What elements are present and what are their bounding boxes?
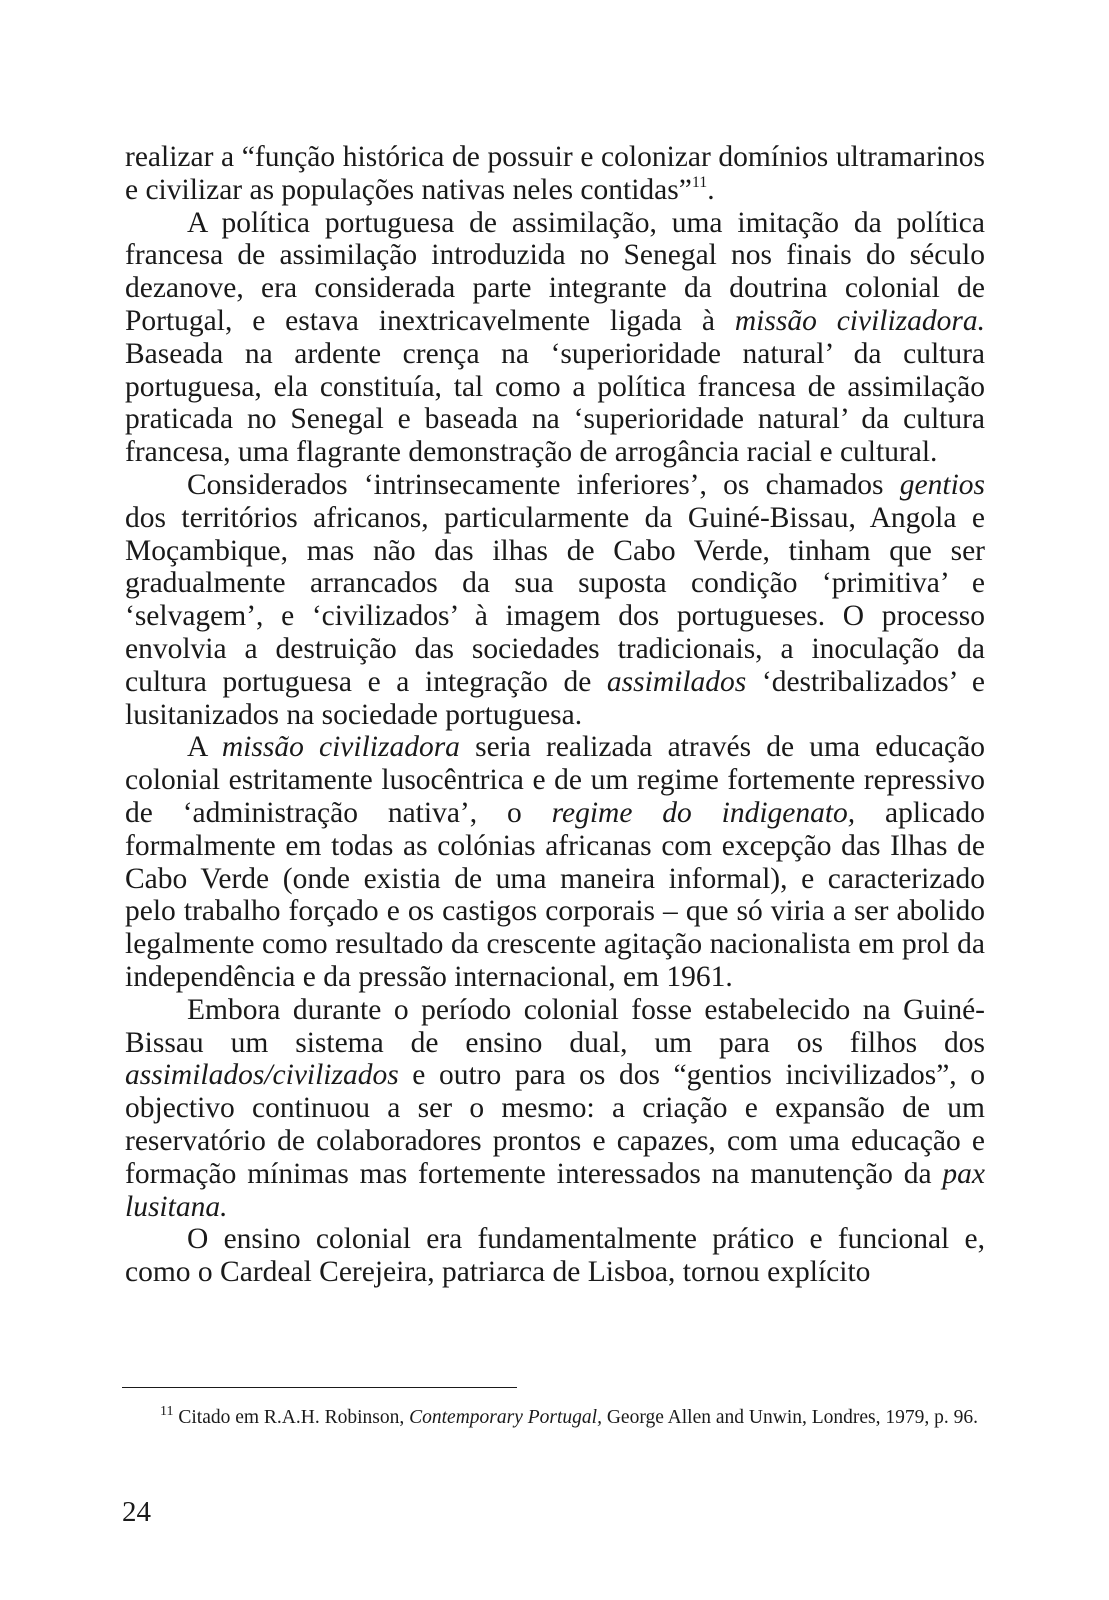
footnote-italic-title: Contemporary Portugal, <box>409 1407 602 1428</box>
paragraph-2 <box>125 207 985 469</box>
paragraph-3 <box>125 469 985 731</box>
footnote-number: 11 <box>160 1404 174 1419</box>
paragraph-4-a: A <box>187 731 222 764</box>
paragraph-6-text: O ensino colonial era fundamentalmente prático e funcional e, como o Cardeal Cerejeira, patriarca de Lisboa, tornou explícito <box>125 1223 985 1289</box>
paragraph-4-italic-1: missão civilizadora <box>221 731 460 764</box>
paragraph-1-end: . <box>707 173 715 206</box>
paragraph-3-italic-2: assimilados <box>606 665 747 698</box>
footnote <box>122 1404 984 1431</box>
paragraph-2-c: Baseada na ardente crença na ‘superioridade natural’ da cultura portuguesa, ela constituía, tal como a política francesa de assimilação praticada no Senegal e baseada na ‘superioridade natural’ da cultura francesa, uma flagrante demonstração de arrogância racial e cultural. <box>125 337 985 469</box>
footnote-divider <box>122 1387 517 1388</box>
page-number: 24 <box>122 1496 151 1528</box>
paragraph-3-a: Considerados ‘intrinsecamente inferiores’, os chamados <box>187 468 900 501</box>
body-text <box>125 141 985 1289</box>
paragraph-4-c: seria realizada através de uma educação colonial estritamente lusocêntrica e de um regime fortemente repressivo de ‘administração nativa’, o <box>125 731 985 829</box>
paragraph-6 <box>125 1223 985 1289</box>
paragraph-4 <box>125 731 985 993</box>
paragraph-3-e: ‘destribalizados’ e lusitanizados na sociedade portuguesa. <box>125 665 985 731</box>
footnote-text-c: George Allen and Unwin, Londres, 1979, p. 96. <box>601 1407 979 1428</box>
footnote-text-a: Citado em R.A.H. Robinson, <box>173 1407 410 1428</box>
paragraph-3-italic-1: gentios <box>899 468 985 501</box>
paragraph-2-a: A política portuguesa de assimilação, uma imitação da política francesa de assimilação introduzida no Senegal nos finais do século dezanove, era considerada parte integrante da doutrina colonial de Portugal, e estava inextricavelmente ligada à <box>125 206 985 337</box>
paragraph-4-e: aplicado formalmente em todas as colónias africanas com excepção das Ilhas de Cabo Verde (onde existia de uma maneira informal), e caracterizado pelo trabalho forçado e os castigos corporais – que só viria a ser abolido legalmente como resultado da crescente agitação nacionalista em prol da independência e da pressão internacional, em 1961. <box>125 796 985 993</box>
paragraph-1-text: realizar a “função histórica de possuir e colonizar domínios ultramarinos e civilizar as populações nativas neles contidas” <box>125 141 985 206</box>
footnote-reference: 11 <box>691 173 708 191</box>
paragraph-5-c: e outro para os dos “gentios incivilizados”, o objectivo continuou a ser o mesmo: a criação e expansão de um reservatório de colaboradores prontos e capazes, com uma educação e formação mínimas mas fortemente interessados na manutenção da <box>125 1059 985 1190</box>
paragraph-4-italic-2: regime do indigenato, <box>551 796 856 829</box>
paragraph-2-italic: missão civilizadora. <box>734 304 985 337</box>
paragraph-5-a: Embora durante o período colonial fosse estabelecido na Guiné-Bissau um sistema de ensino dual, um para os filhos dos <box>125 993 985 1059</box>
paragraph-3-c: dos territórios africanos, particularmente da Guiné-Bissau, Angola e Moçambique, mas não das ilhas de Cabo Verde, tinham que ser gradualmente arrancados da sua suposta condição ‘primitiva’ e ‘selvagem’, e ‘civilizados’ à imagem dos portugueses. O processo envolvia a destruição das sociedades tradicionais, a inoculação da cultura portuguesa e a integração de <box>125 501 985 698</box>
paragraph-5 <box>125 994 985 1224</box>
paragraph-1 <box>125 141 985 207</box>
paragraph-5-italic-1: assimilados/civilizados <box>125 1059 399 1092</box>
paragraph-5-italic-2: pax lusitana. <box>125 1157 985 1223</box>
